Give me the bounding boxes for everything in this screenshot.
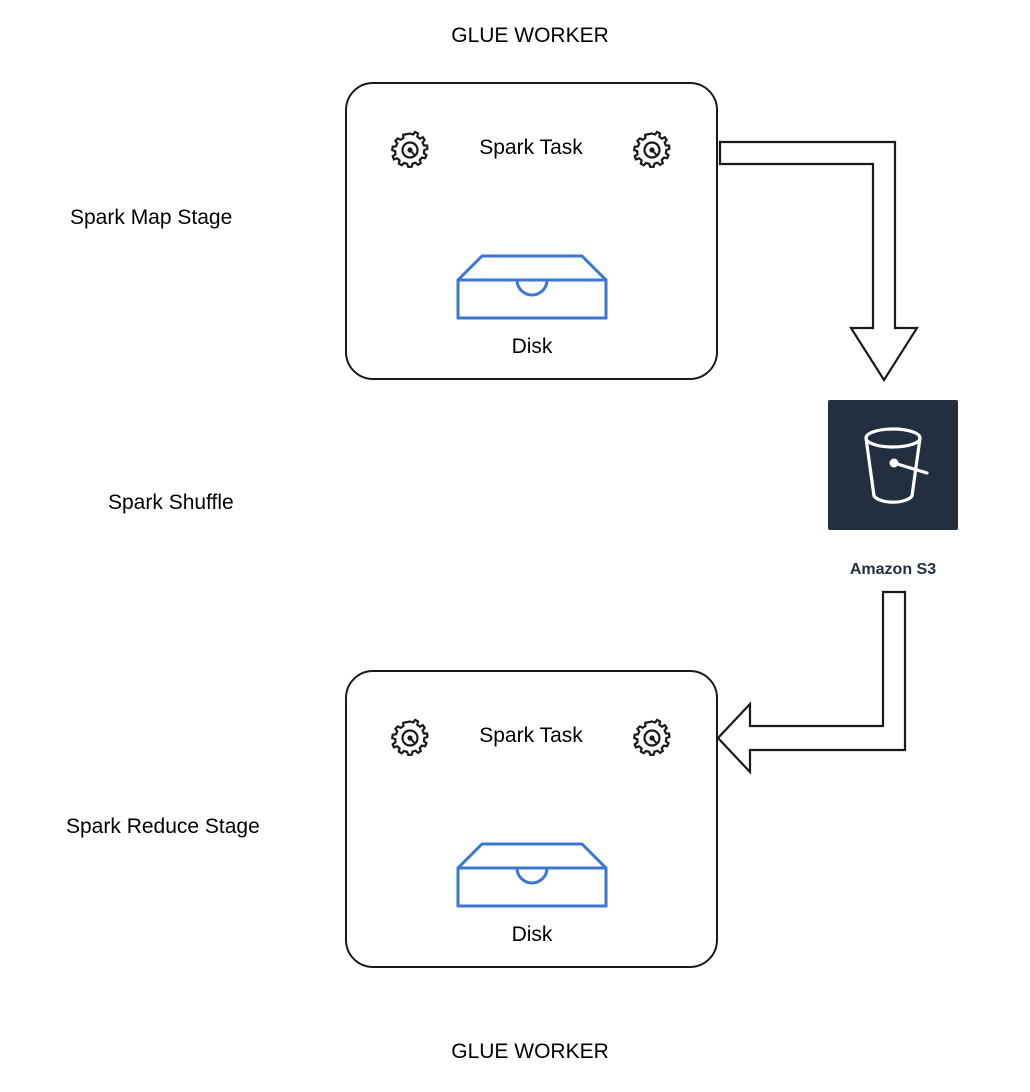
title-top: GLUE WORKER [451,24,609,47]
reduce-disk-label: Disk [511,923,553,946]
s3-caption: Amazon S3 [849,561,937,578]
arrow-s3-to-reduce [712,588,932,778]
disk-icon [452,250,612,325]
disk-icon [452,838,612,913]
title-bottom: GLUE WORKER [451,1040,609,1063]
stage-label-shuffle: Spark Shuffle [108,491,234,514]
map-disk-label: Disk [511,335,553,358]
stage-label-reduce: Spark Reduce Stage [66,815,260,838]
map-task-label: Spark Task [479,136,583,159]
reduce-task-label: Spark Task [479,724,583,747]
stage-label-map: Spark Map Stage [70,206,233,229]
arrow-map-to-s3 [712,128,932,398]
s3-bucket-icon [828,400,958,530]
